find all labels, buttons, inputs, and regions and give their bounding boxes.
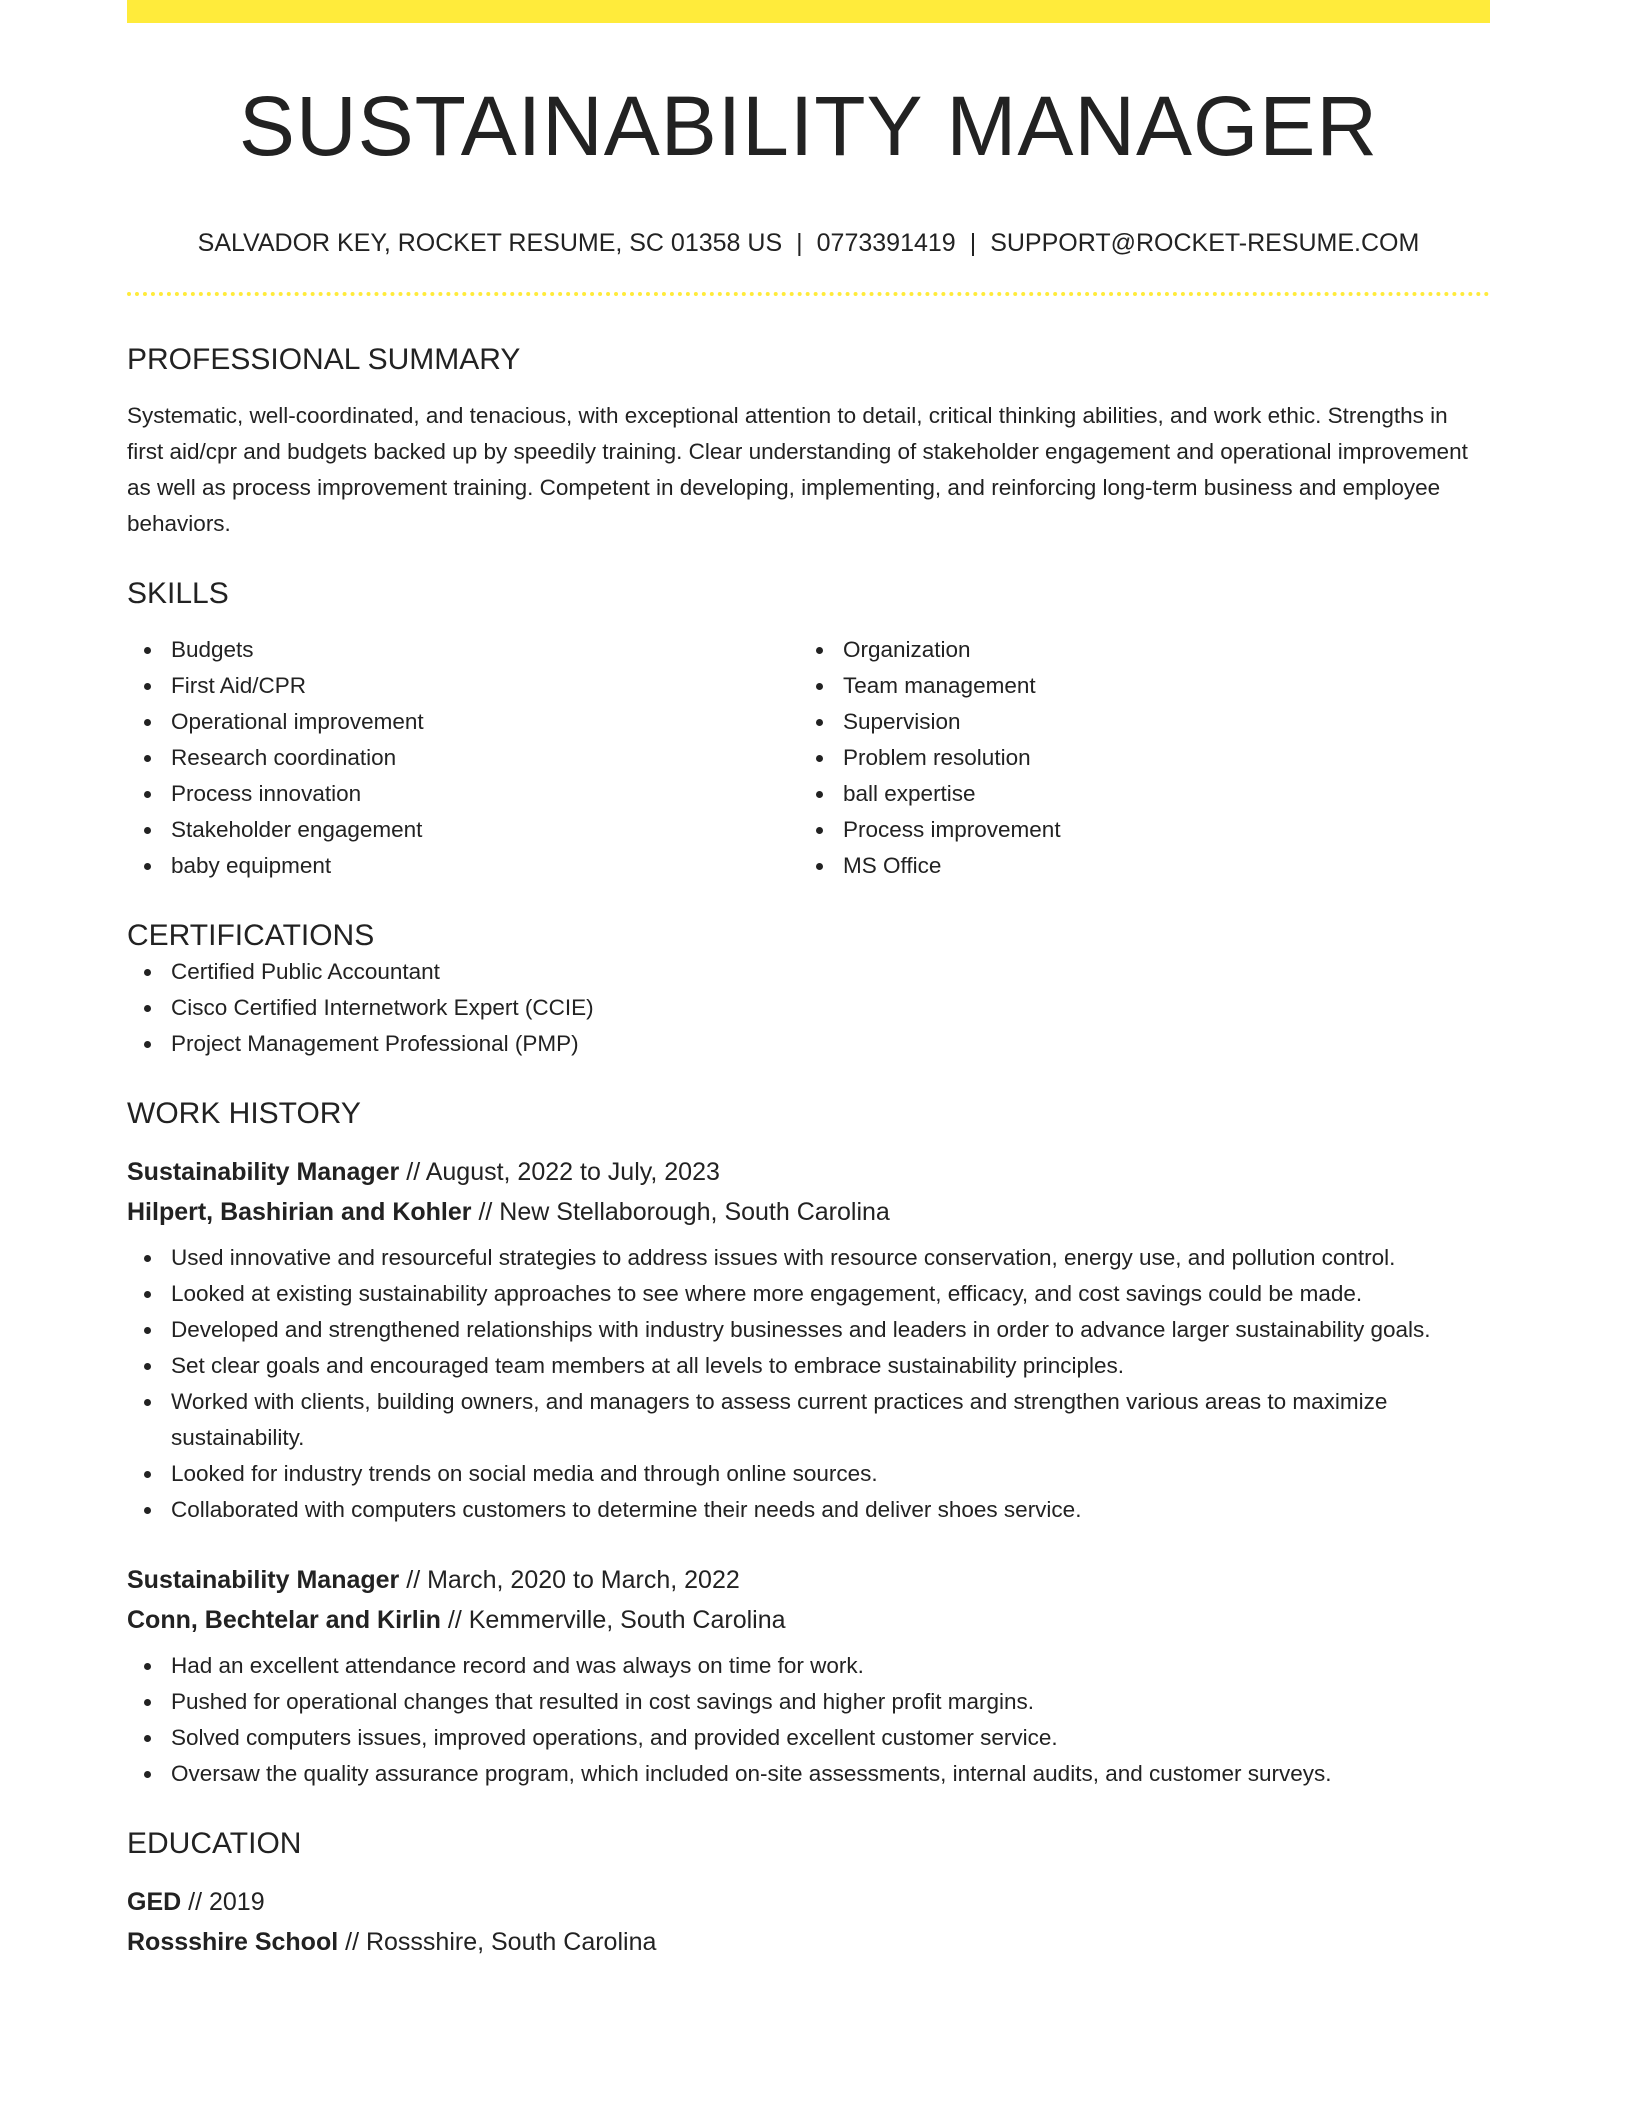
accent-top-bar [127, 0, 1490, 23]
job-location: // New Stellaborough, South Carolina [478, 1198, 890, 1226]
job-entry [127, 1560, 1490, 1792]
contact-email: SUPPORT@ROCKET-RESUME.COM [990, 229, 1420, 257]
education-entry [127, 1882, 1490, 1962]
job-bullet: Collaborated with computers customers to determine their needs and deliver shoes service. [171, 1492, 1490, 1528]
skills-column-right [799, 632, 1471, 884]
job-location: // Kemmerville, South Carolina [447, 1606, 786, 1634]
certifications-heading: CERTIFICATIONS [127, 919, 375, 952]
job-bullet: Worked with clients, building owners, and managers to assess current practices and strengthen various areas to maximize sustainability. [171, 1384, 1490, 1456]
resume-page [127, 0, 1490, 1962]
job-bullet: Used innovative and resourceful strategies to address issues with resource conservation, energy use, and pollution control. [171, 1240, 1490, 1276]
job-entry [127, 1152, 1490, 1528]
job-bullets [127, 1648, 1490, 1792]
job-company: Conn, Bechtelar and Kirlin [127, 1606, 441, 1634]
dotted-divider [127, 292, 1490, 296]
skills-list-right [799, 632, 1471, 884]
skills-list-left [127, 632, 799, 884]
certification-item: Cisco Certified Internetwork Expert (CCIE) [171, 990, 1490, 1026]
certification-item: Project Management Professional (PMP) [171, 1026, 1490, 1062]
job-title-line [127, 1152, 1490, 1192]
job-role: Sustainability Manager [127, 1566, 400, 1594]
contact-line [127, 228, 1490, 258]
job-company-line [127, 1600, 1490, 1640]
certification-item: Certified Public Accountant [171, 954, 1490, 990]
summary-heading: PROFESSIONAL SUMMARY [127, 343, 521, 376]
job-dates: // March, 2020 to March, 2022 [406, 1566, 740, 1594]
skill-item: Supervision [843, 704, 1471, 740]
job-bullet: Had an excellent attendance record and was always on time for work. [171, 1648, 1490, 1684]
job-dates: // August, 2022 to July, 2023 [406, 1158, 720, 1186]
summary-text: Systematic, well-coordinated, and tenacious, with exceptional attention to detail, critical thinking abilities, and work ethic. Strengths in first aid/cpr and budgets backed up by speedily training. Clear understanding of stakeholder engagement and operational improvement as well as process improvement training. Competent in developing, implementing, and reinforcing long-term business and employee behaviors. [127, 403, 1468, 536]
contact-address: SALVADOR KEY, ROCKET RESUME, SC 01358 US [197, 229, 783, 257]
skills-column-left [127, 632, 799, 884]
skill-item: Process improvement [843, 812, 1471, 848]
skill-item: Organization [843, 632, 1471, 668]
job-bullet: Looked at existing sustainability approaches to see where more engagement, efficacy, and cost savings could be made. [171, 1276, 1490, 1312]
skill-item: Problem resolution [843, 740, 1471, 776]
contact-separator: | [969, 229, 977, 257]
resume-title: SUSTAINABILITY MANAGER [238, 79, 1379, 173]
skill-item: First Aid/CPR [171, 668, 799, 704]
job-bullet: Looked for industry trends on social media and through online sources. [171, 1456, 1490, 1492]
education-year: // 2019 [188, 1888, 265, 1916]
skills-grid [127, 632, 1490, 884]
job-bullets [127, 1240, 1490, 1528]
certifications-list [127, 954, 1490, 1062]
job-bullet: Solved computers issues, improved operations, and provided excellent customer service. [171, 1720, 1490, 1756]
skill-item: Stakeholder engagement [171, 812, 799, 848]
contact-separator: | [796, 229, 803, 257]
skill-item: baby equipment [171, 848, 799, 884]
skill-item: Research coordination [171, 740, 799, 776]
education-location: // Rossshire, South Carolina [345, 1928, 657, 1956]
skill-item: MS Office [843, 848, 1471, 884]
skills-heading: SKILLS [127, 577, 229, 610]
skill-item: Process innovation [171, 776, 799, 812]
education-heading: EDUCATION [127, 1827, 302, 1860]
work-history-heading: WORK HISTORY [127, 1097, 361, 1130]
job-role: Sustainability Manager [127, 1158, 400, 1186]
education-degree: GED [127, 1888, 182, 1916]
job-bullet: Oversaw the quality assurance program, which included on-site assessments, internal audits, and customer surveys. [171, 1756, 1490, 1792]
job-company-line [127, 1192, 1490, 1232]
contact-phone: 0773391419 [816, 229, 956, 257]
job-bullet: Set clear goals and encouraged team members at all levels to embrace sustainability principles. [171, 1348, 1490, 1384]
education-degree-line [127, 1882, 1490, 1922]
skill-item: ball expertise [843, 776, 1471, 812]
job-bullet: Developed and strengthened relationships with industry businesses and leaders in order to advance larger sustainability goals. [171, 1312, 1490, 1348]
job-title-line [127, 1560, 1490, 1600]
education-school-line [127, 1922, 1490, 1962]
job-bullet: Pushed for operational changes that resulted in cost savings and higher profit margins. [171, 1684, 1490, 1720]
skill-item: Operational improvement [171, 704, 799, 740]
skill-item: Team management [843, 668, 1471, 704]
education-school: Rossshire School [127, 1928, 339, 1956]
skill-item: Budgets [171, 632, 799, 668]
job-company: Hilpert, Bashirian and Kohler [127, 1198, 472, 1226]
